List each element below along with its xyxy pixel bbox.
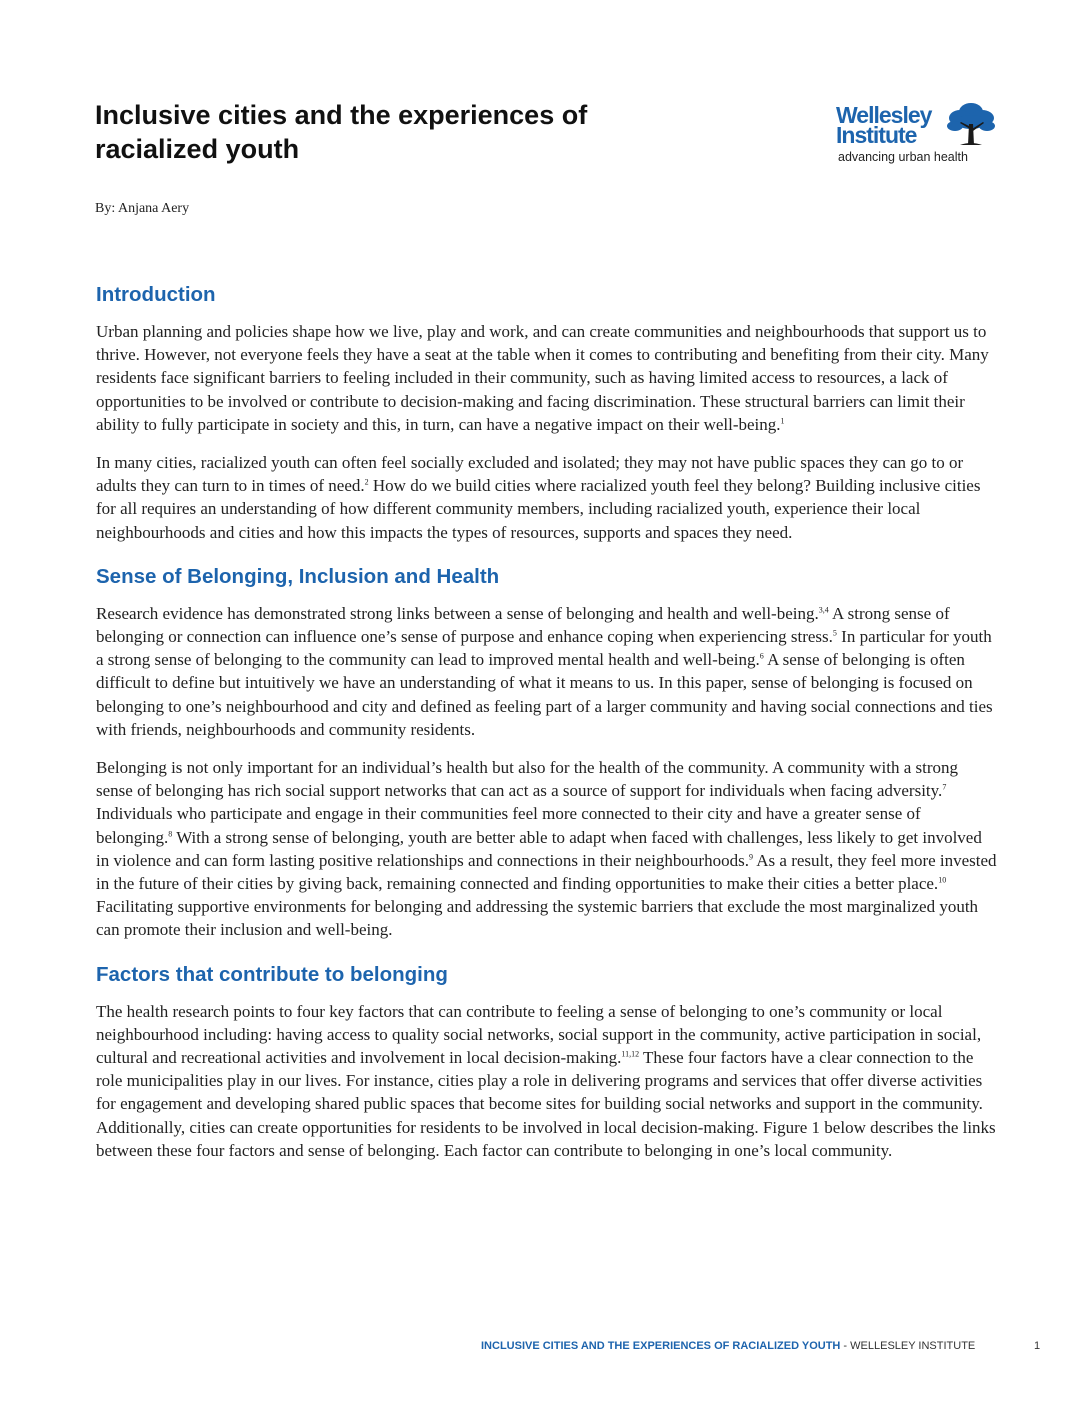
document-body — [96, 282, 998, 1177]
logo-name-line2: Institute — [836, 122, 917, 148]
body-paragraph — [96, 451, 998, 544]
text-run: Belonging is not only important for an individual’s health but also for the health of the community. A community with a strong sense of belonging has rich social support networks that can act as a source of support for individuals when facing adversity. — [96, 758, 959, 801]
body-paragraph — [96, 756, 998, 942]
footnote-ref: 5 — [832, 628, 837, 638]
footnote-ref: 7 — [942, 782, 947, 792]
footer-publisher: WELLESLEY INSTITUTE — [850, 1340, 976, 1352]
text-run: In many cities, racialized youth can often feel socially excluded and isolated; they may not have public spaces they can go to or adults they can turn to in times of need. — [96, 453, 964, 496]
footnote-ref: 6 — [759, 651, 764, 661]
footnote-ref: 2 — [364, 477, 369, 487]
byline: By: Anjana Aery — [95, 201, 190, 216]
text-run: Urban planning and policies shape how we live, play and work, and can create communities and neighbourhoods that support us to thrive. However, not everyone feels they have a seat at the table when it comes to contributing and benefiting from their city. Many residents face significant barriers to feeling included in their community, such as having limited access to resources, a lack of opportunities to be involved or contribute to decision-making and facing discrimination. These structural barriers can limit their ability to fully participate in society and this, in turn, can have a negative impact on their well-being. — [96, 322, 989, 434]
footer-doc-title: INCLUSIVE CITIES AND THE EXPERIENCES OF RACIALIZED YOUTH — [481, 1340, 841, 1352]
body-paragraph — [96, 320, 998, 436]
text-run: As a result, they feel more invested in the future of their cities by giving back, remaining connected and finding opportunities to make their cities a better place. — [96, 850, 997, 894]
body-paragraph — [96, 1000, 998, 1162]
footnote-ref: 9 — [748, 852, 753, 862]
text-run: In particular for youth a strong sense of belonging to the community can lead to improved mental health and well-being. — [96, 627, 992, 670]
footnote-ref: 1 — [780, 416, 785, 426]
section-heading: Factors that contribute to belonging — [96, 962, 448, 986]
footnote-ref: 8 — [168, 829, 173, 838]
text-run: With a strong sense of belonging, youth are better able to adapt when faced with challenges, less likely to get involved in violence and can form lasting positive relationships and connections in their neighbourhoods. — [96, 827, 982, 870]
logo-tagline: advancing urban health — [838, 150, 968, 164]
text-run: The health research points to four key factors that can contribute to feeling a sense of belonging to one’s community or local neighbourhood including: having access to quality social networks, social support in the community, active participation in social, cultural and recreational activities and involvement in local decision-making. — [96, 1001, 982, 1068]
page-number: 1 — [1034, 1340, 1041, 1352]
wellesley-logo — [836, 98, 996, 168]
footnote-ref: 10 — [938, 875, 947, 885]
text-run: These four factors have a clear connection to the role municipalities play in our lives. For instance, cities play a role in delivering programs and services that offer diverse activities for engagement and developing shared public spaces that become sites for building social networks and support in the community. Additionally, cities can create opportunities for residents to be involved in local decision-making. Figure 1 below describes the links between these four factors and sense of belonging. Each factor can contribute to belonging in one’s local community. — [96, 1048, 996, 1160]
text-run: A strong sense of belonging or connection can influence one’s sense of purpose and enhance coping when experiencing stress. — [96, 603, 950, 647]
text-run: Facilitating supportive environments for belonging and addressing the systemic barriers that exclude the most marginalized youth can promote their inclusion and well-being. — [96, 897, 979, 940]
footer-separator: - — [840, 1340, 851, 1352]
section-heading: Sense of Belonging, Inclusion and Health — [96, 564, 500, 588]
document-title: Inclusive cities and the experiences of racialized youth — [95, 100, 588, 164]
body-paragraph — [96, 602, 998, 741]
footnote-ref: 11,12 — [621, 1049, 640, 1059]
text-run: How do we build cities where racialized youth feel they belong? Building inclusive cities for all requires an understanding of how different community members, including racialized youth, experience their local neighbourhoods and cities and how this impacts the types of resources, supports and spaces they need. — [96, 476, 981, 542]
logo-name-line1: Wellesley — [836, 102, 932, 128]
text-run: A sense of belonging is often difficult to define but intuitively we have an understanding of what it means to us. In this paper, sense of belonging is focused on belonging to one’s neighbourhood and city and defined as feeling part of a larger community and having social connections and ties with friends, neighbourhoods and community residents. — [96, 650, 993, 739]
footnote-ref: 3,4 — [818, 605, 829, 615]
text-run: Research evidence has demonstrated strong links between a sense of belonging and health and well-being. — [96, 603, 819, 623]
page-footer — [481, 1340, 975, 1352]
text-run: Individuals who participate and engage in their communities feel more connected to their city and have a greater sense of belonging. — [96, 804, 921, 847]
tree-icon — [946, 98, 996, 150]
section-heading: Introduction — [96, 283, 216, 306]
